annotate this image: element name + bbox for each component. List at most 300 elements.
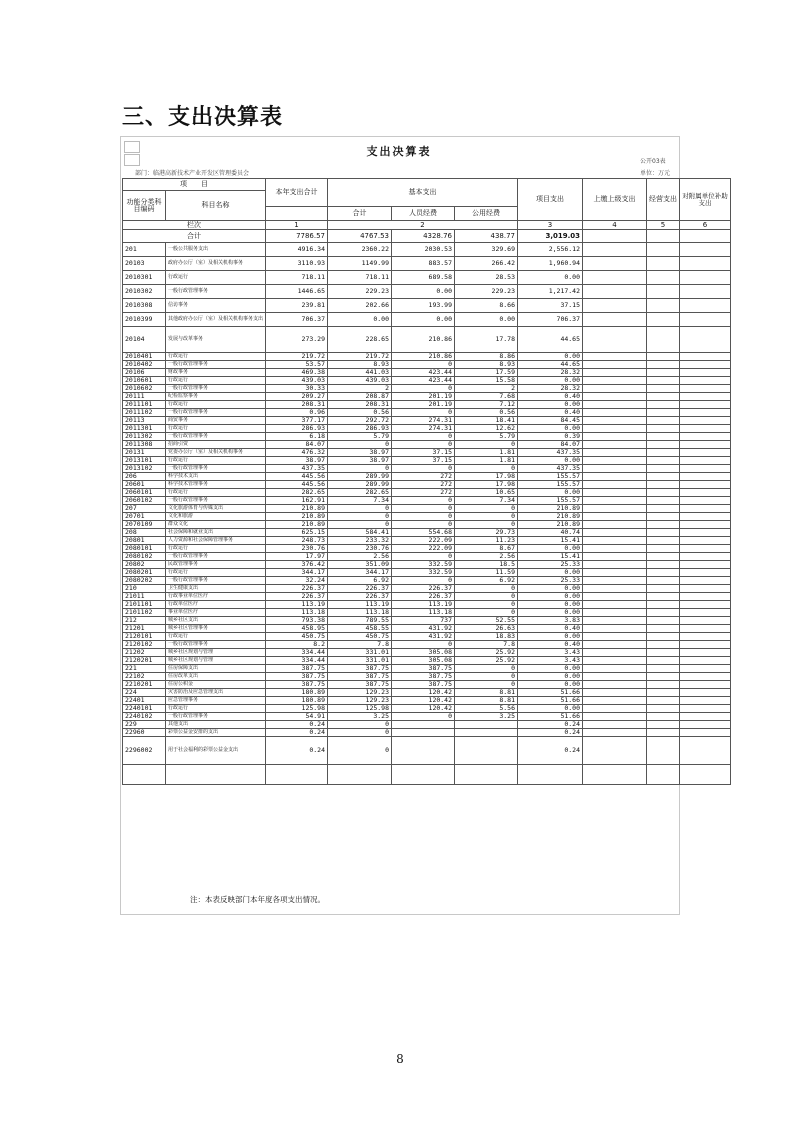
table-row: [123, 625, 731, 633]
row-name: 一般行政管理事务: [166, 713, 266, 721]
row-basic-total: 450.75: [328, 633, 392, 641]
empty-cell: [680, 673, 731, 681]
row-basic-total: 0: [328, 721, 392, 729]
empty-cell: [680, 401, 731, 409]
row-public: 0: [455, 665, 518, 673]
row-public: 17.98: [455, 473, 518, 481]
department: 部门：临港高新技术产业开发区管理委员会: [135, 170, 250, 177]
empty-cell: [680, 433, 731, 441]
row-project: 51.66: [518, 697, 583, 705]
table-row: [123, 257, 731, 271]
row-name: 行政运行: [166, 705, 266, 713]
col-index: 5: [647, 221, 680, 230]
row-code: 2010399: [123, 313, 166, 327]
row-basic-total: 282.65: [328, 489, 392, 497]
row-code: 20801: [123, 537, 166, 545]
row-personnel: 883.57: [392, 257, 455, 271]
row-personnel: 332.59: [392, 569, 455, 577]
row-code: 2010601: [123, 377, 166, 385]
row-code: 208: [123, 529, 166, 537]
row-personnel: 0: [392, 361, 455, 369]
row-personnel: 0: [392, 513, 455, 521]
row-project: 155.57: [518, 497, 583, 505]
header-personnel: 人员经费: [392, 207, 455, 221]
empty-cell: [647, 545, 680, 553]
row-total: 38.97: [266, 457, 328, 465]
row-project: 0.40: [518, 625, 583, 633]
empty-cell: [583, 457, 647, 465]
row-basic-total: 5.79: [328, 433, 392, 441]
empty-cell: [583, 713, 647, 721]
table-row: [123, 689, 731, 697]
row-code: 2013101: [123, 457, 166, 465]
row-personnel: 120.42: [392, 705, 455, 713]
row-public: 25.92: [455, 657, 518, 665]
row-name: 城乡社区支出: [166, 617, 266, 625]
row-total: 387.75: [266, 673, 328, 681]
row-name: 一般行政管理事务: [166, 641, 266, 649]
grand-personnel-value: 4328.76: [392, 230, 455, 243]
row-public: 11.59: [455, 569, 518, 577]
table-row: [123, 713, 731, 721]
empty-cell: [583, 601, 647, 609]
row-basic-total: 228.65: [328, 327, 392, 353]
row-total: 84.07: [266, 441, 328, 449]
empty-cell: [680, 633, 731, 641]
empty-cell: [123, 765, 166, 785]
empty-cell: [647, 417, 680, 425]
grand-total-label: 合计: [123, 230, 266, 243]
row-name: 住房改革支出: [166, 673, 266, 681]
table-row: [123, 705, 731, 713]
empty-cell: [583, 473, 647, 481]
row-total: 0.24: [266, 721, 328, 729]
row-total: 54.91: [266, 713, 328, 721]
row-name: 一般行政管理事务: [166, 553, 266, 561]
table-row: [123, 681, 731, 689]
row-name: 一般行政管理事务: [166, 409, 266, 417]
empty-cell: [680, 689, 731, 697]
row-project: 437.35: [518, 465, 583, 473]
row-basic-total: 0: [328, 465, 392, 473]
row-personnel: 2030.53: [392, 243, 455, 257]
table-row: [123, 529, 731, 537]
empty-cell: [647, 369, 680, 377]
row-public: 18.41: [455, 417, 518, 425]
row-public: [455, 729, 518, 737]
empty-cell: [647, 385, 680, 393]
empty-cell: [583, 641, 647, 649]
table-row: [123, 729, 731, 737]
row-basic-total: 226.37: [328, 593, 392, 601]
row-name: 应急管理事务: [166, 697, 266, 705]
row-public: 2: [455, 385, 518, 393]
empty-cell: [583, 497, 647, 505]
row-code: 201: [123, 243, 166, 257]
row-code: 2010402: [123, 361, 166, 369]
row-name: 行政事业单位医疗: [166, 593, 266, 601]
grand-project-value: 3,019.03: [518, 230, 583, 243]
row-total: 210.89: [266, 505, 328, 513]
row-total: 344.17: [266, 569, 328, 577]
row-total: 458.95: [266, 625, 328, 633]
empty-cell: [680, 243, 731, 257]
empty-cell: [647, 641, 680, 649]
row-name: 用于社会福利的彩票公益金支出: [166, 737, 266, 765]
row-basic-total: 718.11: [328, 271, 392, 285]
empty-cell: [647, 705, 680, 713]
row-basic-total: 3.25: [328, 713, 392, 721]
row-public: 8.81: [455, 697, 518, 705]
empty-cell: [583, 689, 647, 697]
row-name: 行政运行: [166, 545, 266, 553]
row-total: 445.56: [266, 473, 328, 481]
empty-cell: [583, 441, 647, 449]
row-project: 0.40: [518, 409, 583, 417]
row-personnel: 0.00: [392, 313, 455, 327]
row-project: 0.00: [518, 673, 583, 681]
row-project: 0.00: [518, 569, 583, 577]
empty-cell: [680, 425, 731, 433]
row-project: 0.00: [518, 271, 583, 285]
row-personnel: 0: [392, 385, 455, 393]
row-total: 226.37: [266, 585, 328, 593]
empty-cell: [583, 393, 647, 401]
empty-cell: [680, 657, 731, 665]
row-basic-total: 331.01: [328, 657, 392, 665]
row-total: 230.76: [266, 545, 328, 553]
row-project: 15.41: [518, 537, 583, 545]
table-row: [123, 369, 731, 377]
row-name: 城乡社区规划与管理: [166, 649, 266, 657]
row-project: 0.00: [518, 425, 583, 433]
row-name: 住房保障支出: [166, 665, 266, 673]
col-index: 6: [680, 221, 731, 230]
row-name: 彩票公益金安排的支出: [166, 729, 266, 737]
row-code: 2013102: [123, 465, 166, 473]
empty-cell: [680, 473, 731, 481]
row-total: 476.32: [266, 449, 328, 457]
header-project-exp: 项目支出: [518, 179, 583, 221]
empty-cell: [680, 721, 731, 729]
empty-cell: [680, 393, 731, 401]
row-code: 20106: [123, 369, 166, 377]
row-code: 2120201: [123, 657, 166, 665]
table-row: [123, 593, 731, 601]
row-project: 3.83: [518, 617, 583, 625]
row-code: 20601: [123, 481, 166, 489]
row-total: 3110.93: [266, 257, 328, 271]
empty-cell: [647, 625, 680, 633]
empty-cell: [583, 481, 647, 489]
row-project: 0.00: [518, 545, 583, 553]
table-row: [123, 673, 731, 681]
row-project: 1,217.42: [518, 285, 583, 299]
table-row: [123, 401, 731, 409]
row-code: 22102: [123, 673, 166, 681]
row-total: 180.89: [266, 689, 328, 697]
row-public: 5.56: [455, 705, 518, 713]
row-total: 625.15: [266, 529, 328, 537]
empty-cell: [647, 271, 680, 285]
row-personnel: 37.15: [392, 449, 455, 457]
empty-cell: [680, 641, 731, 649]
row-code: 2240101: [123, 705, 166, 713]
row-project: 0.00: [518, 377, 583, 385]
empty-cell: [647, 497, 680, 505]
row-project: 0.00: [518, 585, 583, 593]
row-personnel: 210.86: [392, 327, 455, 353]
row-public: 0.00: [455, 313, 518, 327]
row-personnel: 0: [392, 409, 455, 417]
row-personnel: 689.58: [392, 271, 455, 285]
empty-cell: [680, 465, 731, 473]
empty-cell: [583, 673, 647, 681]
row-personnel: 554.68: [392, 529, 455, 537]
empty-cell: [647, 609, 680, 617]
row-project: 0.40: [518, 641, 583, 649]
row-name: 行政运行: [166, 425, 266, 433]
header-total: 本年支出合计: [266, 179, 328, 207]
table-row: [123, 737, 731, 765]
empty-cell: [647, 449, 680, 457]
header-basic-total: 合计: [328, 207, 392, 221]
row-personnel: 423.44: [392, 377, 455, 385]
row-project: 0.00: [518, 457, 583, 465]
empty-cell: [647, 353, 680, 361]
row-basic-total: 387.75: [328, 681, 392, 689]
row-name: 城乡社区管理事务: [166, 625, 266, 633]
row-code: 206: [123, 473, 166, 481]
empty-cell: [583, 729, 647, 737]
row-project: 0.24: [518, 737, 583, 765]
row-public: 7.34: [455, 497, 518, 505]
table-row: [123, 449, 731, 457]
empty-cell: [583, 327, 647, 353]
row-name: 社会保障和就业支出: [166, 529, 266, 537]
row-basic-total: 129.23: [328, 697, 392, 705]
row-total: 445.56: [266, 481, 328, 489]
empty-cell: [647, 765, 680, 785]
row-basic-total: 208.31: [328, 401, 392, 409]
empty-cell: [647, 617, 680, 625]
empty-cell: [647, 681, 680, 689]
empty-cell: [647, 593, 680, 601]
row-name: 发展与改革事务: [166, 327, 266, 353]
row-basic-total: 2360.22: [328, 243, 392, 257]
row-project: 0.24: [518, 721, 583, 729]
row-total: 0.24: [266, 729, 328, 737]
row-personnel: 737: [392, 617, 455, 625]
table-row: [123, 505, 731, 513]
row-public: 29.73: [455, 529, 518, 537]
row-total: 718.11: [266, 271, 328, 285]
empty-cell: [518, 765, 583, 785]
row-basic-total: 289.99: [328, 473, 392, 481]
row-project: 210.89: [518, 505, 583, 513]
row-basic-total: 230.76: [328, 545, 392, 553]
row-public: 8.81: [455, 689, 518, 697]
row-public: 0: [455, 441, 518, 449]
empty-cell: [647, 313, 680, 327]
row-project: 44.65: [518, 361, 583, 369]
empty-cell: [583, 299, 647, 313]
row-code: 2010401: [123, 353, 166, 361]
row-public: 11.23: [455, 537, 518, 545]
row-basic-total: 387.75: [328, 665, 392, 673]
row-name: 事业单位医疗: [166, 609, 266, 617]
row-personnel: 226.37: [392, 593, 455, 601]
table-row: [123, 641, 731, 649]
row-personnel: 0: [392, 433, 455, 441]
empty-cell: [647, 721, 680, 729]
header-column: 栏次: [123, 221, 266, 230]
row-total: 273.29: [266, 327, 328, 353]
row-public: [455, 737, 518, 765]
row-public: 0: [455, 601, 518, 609]
empty-cell: [583, 577, 647, 585]
row-project: 0.00: [518, 633, 583, 641]
empty-cell: [583, 369, 647, 377]
empty-cell: [680, 299, 731, 313]
empty-cell: [647, 393, 680, 401]
row-code: 21202: [123, 649, 166, 657]
empty-cell: [583, 465, 647, 473]
row-total: 17.97: [266, 553, 328, 561]
empty-cell: [583, 230, 647, 243]
table-row: [123, 299, 731, 313]
row-personnel: 0.00: [392, 285, 455, 299]
row-total: 32.24: [266, 577, 328, 585]
row-code: 2011101: [123, 401, 166, 409]
empty-cell: [680, 529, 731, 537]
row-project: 37.15: [518, 299, 583, 313]
row-total: 334.44: [266, 649, 328, 657]
row-project: 28.32: [518, 385, 583, 393]
empty-cell: [583, 737, 647, 765]
row-name: 文化旅游体育与传媒支出: [166, 505, 266, 513]
row-personnel: 0: [392, 465, 455, 473]
footnote: 注：本表反映部门本年度各项支出情况。: [190, 895, 325, 904]
table-row: [123, 657, 731, 665]
row-name: 群众文化: [166, 521, 266, 529]
row-name: 行政运行: [166, 353, 266, 361]
row-code: 2010308: [123, 299, 166, 313]
row-personnel: 431.92: [392, 633, 455, 641]
empty-cell: [647, 425, 680, 433]
row-personnel: 332.59: [392, 561, 455, 569]
row-name: 其他支出: [166, 721, 266, 729]
row-code: 2080201: [123, 569, 166, 577]
row-code: 2120101: [123, 633, 166, 641]
row-total: 209.27: [266, 393, 328, 401]
empty-cell: [680, 409, 731, 417]
empty-cell: [680, 713, 731, 721]
row-project: 15.41: [518, 553, 583, 561]
row-name: 行政运行: [166, 457, 266, 465]
empty-cell: [647, 361, 680, 369]
empty-cell: [680, 697, 731, 705]
empty-cell: [680, 705, 731, 713]
empty-cell: [647, 230, 680, 243]
row-public: 0: [455, 585, 518, 593]
row-total: 1446.65: [266, 285, 328, 299]
empty-cell: [647, 585, 680, 593]
empty-cell: [647, 665, 680, 673]
row-personnel: 210.86: [392, 353, 455, 361]
empty-cell: [583, 633, 647, 641]
row-basic-total: 0: [328, 505, 392, 513]
row-project: 0.40: [518, 393, 583, 401]
empty-cell: [392, 765, 455, 785]
row-public: 1.81: [455, 457, 518, 465]
row-project: 0.00: [518, 601, 583, 609]
row-basic-total: 292.72: [328, 417, 392, 425]
row-basic-total: 233.32: [328, 537, 392, 545]
table-row: [123, 457, 731, 465]
empty-cell: [583, 425, 647, 433]
empty-cell: [647, 689, 680, 697]
row-project: 51.66: [518, 689, 583, 697]
empty-cell: [647, 729, 680, 737]
row-public: 0: [455, 673, 518, 681]
empty-cell: [647, 243, 680, 257]
empty-cell: [583, 705, 647, 713]
empty-cell: [647, 473, 680, 481]
empty-cell: [647, 697, 680, 705]
table-row: [123, 553, 731, 561]
empty-cell: [680, 569, 731, 577]
empty-cell: [583, 353, 647, 361]
empty-cell: [680, 481, 731, 489]
empty-cell: [647, 441, 680, 449]
row-name: 一般行政管理事务: [166, 577, 266, 585]
empty-cell: [680, 441, 731, 449]
row-basic-total: 0.00: [328, 313, 392, 327]
empty-cell: [647, 713, 680, 721]
row-name: 财政事务: [166, 369, 266, 377]
col-index: 1: [266, 221, 328, 230]
expenditure-table: [122, 178, 731, 785]
row-basic-total: 2: [328, 385, 392, 393]
row-basic-total: 0: [328, 729, 392, 737]
empty-cell: [680, 457, 731, 465]
row-basic-total: 0: [328, 441, 392, 449]
row-total: 125.98: [266, 705, 328, 713]
table-row: [123, 271, 731, 285]
row-name: 科学技术管理事务: [166, 481, 266, 489]
row-code: 2080102: [123, 553, 166, 561]
row-total: 282.65: [266, 489, 328, 497]
row-public: 229.23: [455, 285, 518, 299]
empty-cell: [680, 553, 731, 561]
row-basic-total: 113.18: [328, 609, 392, 617]
row-name: 一般行政管理事务: [166, 433, 266, 441]
header-project: 项 目: [123, 179, 266, 191]
row-name: 住房公积金: [166, 681, 266, 689]
empty-cell: [583, 697, 647, 705]
row-personnel: 423.44: [392, 369, 455, 377]
empty-cell: [583, 617, 647, 625]
row-project: 437.35: [518, 449, 583, 457]
empty-cell: [680, 230, 731, 243]
row-public: 8.66: [455, 299, 518, 313]
row-public: 7.68: [455, 393, 518, 401]
row-personnel: 431.92: [392, 625, 455, 633]
header-subject-name: 科目名称: [166, 191, 266, 221]
empty-cell: [680, 489, 731, 497]
row-total: 387.75: [266, 681, 328, 689]
